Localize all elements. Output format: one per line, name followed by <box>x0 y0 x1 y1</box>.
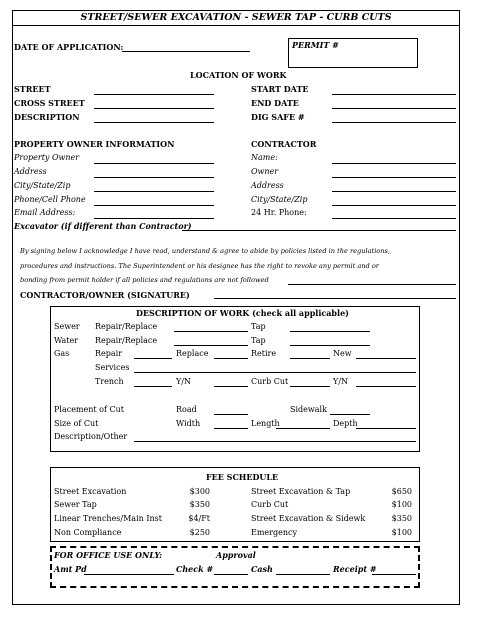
fee-price: $650 <box>391 487 412 496</box>
contractor-owner-label: Owner <box>251 167 279 176</box>
dig-safe-field[interactable] <box>332 122 456 123</box>
start-date-label: START DATE <box>251 84 309 94</box>
fee-price: $4/Ft <box>188 514 210 523</box>
receipt-label: Receipt # <box>333 564 377 574</box>
dig-safe-label: DIG SAFE # <box>251 112 305 122</box>
services-label: Services <box>95 363 130 372</box>
approval-label: Approval <box>216 550 256 560</box>
owner-address-field[interactable] <box>94 177 214 178</box>
road-field[interactable] <box>214 414 248 415</box>
placement-of-cut-label: Placement of Cut <box>54 405 124 414</box>
fee-item: Street Excavation & Sidewk <box>251 514 366 523</box>
ack-signature-line[interactable] <box>288 284 456 285</box>
ack-line-3: bonding from permit holder if all policies and regulations are not followed <box>20 276 269 284</box>
sidewalk-field[interactable] <box>330 414 370 415</box>
gas-retire-field[interactable] <box>290 358 330 359</box>
depth-field[interactable] <box>356 428 416 429</box>
gas-new-label: New <box>333 349 352 358</box>
fee-item: Emergency <box>251 528 297 537</box>
ack-line-1: By signing below I acknowledge I have read, understand & agree to abide by policies listed in the regulations, <box>20 247 391 255</box>
fee-price: $100 <box>391 500 412 509</box>
fee-item: Curb Cut <box>251 500 289 509</box>
check-field[interactable] <box>214 574 248 575</box>
gas-new-field[interactable] <box>356 358 416 359</box>
street-field[interactable] <box>94 94 214 95</box>
gas-repair-field[interactable] <box>134 358 172 359</box>
excavator-label: Excavator (if different than Contractor) <box>14 221 192 231</box>
contractor-name-field[interactable] <box>332 163 456 164</box>
cross-street-label: CROSS STREET <box>14 98 85 108</box>
sewer-tap-field[interactable] <box>290 331 370 332</box>
description-other-label: Description/Other <box>54 432 128 441</box>
property-owner-heading: PROPERTY OWNER INFORMATION <box>14 139 175 149</box>
contractor-phone-label: 24 Hr. Phone: <box>251 208 307 217</box>
receipt-field[interactable] <box>372 574 416 575</box>
date-of-application-field[interactable] <box>122 51 250 52</box>
fee-price: $100 <box>391 528 412 537</box>
water-tap-field[interactable] <box>290 345 370 346</box>
date-of-application-label: DATE OF APPLICATION: <box>14 42 124 52</box>
curb-cut-label: Curb Cut <box>251 377 289 386</box>
trench-yn-label: Y/N <box>176 377 191 386</box>
length-label: Length <box>251 419 280 428</box>
fee-price: $250 <box>189 528 210 537</box>
owner-email-label: Email Address: <box>14 208 76 217</box>
owner-phone-field[interactable] <box>94 205 214 206</box>
owner-city-label: City/State/Zip <box>14 181 71 190</box>
street-label: STREET <box>14 84 51 94</box>
contractor-phone-field[interactable] <box>332 218 456 219</box>
depth-label: Depth <box>333 419 358 428</box>
water-repair-field[interactable] <box>174 345 248 346</box>
title-rule <box>12 25 460 26</box>
fee-item: Linear Trenches/Main Inst <box>54 514 162 523</box>
width-label: Width <box>176 419 201 428</box>
contractor-heading: CONTRACTOR <box>251 139 317 149</box>
curb-cut-yn-field[interactable] <box>356 386 416 387</box>
fee-item: Sewer Tap <box>54 500 97 509</box>
amt-pd-field[interactable] <box>84 574 174 575</box>
fee-schedule-heading: FEE SCHEDULE <box>206 472 279 482</box>
contractor-name-label: Name: <box>251 153 278 162</box>
fee-price: $350 <box>391 514 412 523</box>
cash-field[interactable] <box>276 574 330 575</box>
amt-pd-label: Amt Pd <box>54 564 87 574</box>
services-field[interactable] <box>134 372 416 373</box>
cash-label: Cash <box>251 564 273 574</box>
sewer-repair-label: Repair/Replace <box>95 322 158 331</box>
permit-label: PERMIT # <box>292 40 339 50</box>
contractor-city-field[interactable] <box>332 205 456 206</box>
water-label: Water <box>54 336 79 345</box>
gas-repair-label: Repair <box>95 349 123 358</box>
description-of-work-heading: DESCRIPTION OF WORK (check all applicable) <box>136 308 349 318</box>
curb-cut-yn-label: Y/N <box>333 377 348 386</box>
form-title: STREET/SEWER EXCAVATION - SEWER TAP - CURB CUTS <box>80 12 392 23</box>
owner-phone-label: Phone/Cell Phone <box>14 195 86 204</box>
cross-street-field[interactable] <box>94 108 214 109</box>
gas-replace-label: Replace <box>176 349 209 358</box>
ack-line-2: procedures and instructions. The Superintendent or his designee has the right to revoke any permit and or <box>20 262 379 270</box>
gas-label: Gas <box>54 349 70 358</box>
property-owner-label: Property Owner <box>14 153 80 162</box>
description-other-field[interactable] <box>134 441 416 442</box>
location-of-work-heading: LOCATION OF WORK <box>190 70 287 80</box>
excavator-field[interactable] <box>182 230 456 231</box>
gas-retire-label: Retire <box>251 349 277 358</box>
contractor-city-label: City/State/Zip <box>251 195 308 204</box>
trench-yn-field[interactable] <box>214 386 248 387</box>
contractor-owner-field[interactable] <box>332 177 456 178</box>
start-date-field[interactable] <box>332 94 456 95</box>
description-field[interactable] <box>94 122 214 123</box>
sewer-repair-field[interactable] <box>174 331 248 332</box>
sewer-label: Sewer <box>54 322 80 331</box>
fee-item: Non Compliance <box>54 528 122 537</box>
property-owner-field[interactable] <box>94 163 214 164</box>
fee-item: Street Excavation <box>54 487 127 496</box>
fee-item: Street Excavation & Tap <box>251 487 351 496</box>
road-label: Road <box>176 405 197 414</box>
fee-price: $350 <box>189 500 210 509</box>
gas-replace-field[interactable] <box>214 358 248 359</box>
trench-field[interactable] <box>134 386 172 387</box>
owner-address-label: Address <box>14 167 47 176</box>
end-date-label: END DATE <box>251 98 299 108</box>
description-label: DESCRIPTION <box>14 112 80 122</box>
sidewalk-label: Sidewalk <box>290 405 327 414</box>
office-use-heading: FOR OFFICE USE ONLY: <box>54 550 163 560</box>
water-tap-label: Tap <box>251 336 266 345</box>
contractor-address-field[interactable] <box>332 191 456 192</box>
owner-city-field[interactable] <box>94 191 214 192</box>
check-label: Check # <box>176 564 214 574</box>
size-of-cut-label: Size of Cut <box>54 419 99 428</box>
sewer-tap-label: Tap <box>251 322 266 331</box>
end-date-field[interactable] <box>332 108 456 109</box>
contractor-address-label: Address <box>251 181 284 190</box>
length-field[interactable] <box>276 428 330 429</box>
width-field[interactable] <box>214 428 248 429</box>
curb-cut-field[interactable] <box>290 386 330 387</box>
fee-price: $300 <box>189 487 210 496</box>
trench-label: Trench <box>95 377 124 386</box>
signature-label: CONTRACTOR/OWNER (SIGNATURE) <box>20 290 190 300</box>
signature-field[interactable] <box>214 298 456 299</box>
water-repair-label: Repair/Replace <box>95 336 158 345</box>
owner-email-field[interactable] <box>94 218 214 219</box>
